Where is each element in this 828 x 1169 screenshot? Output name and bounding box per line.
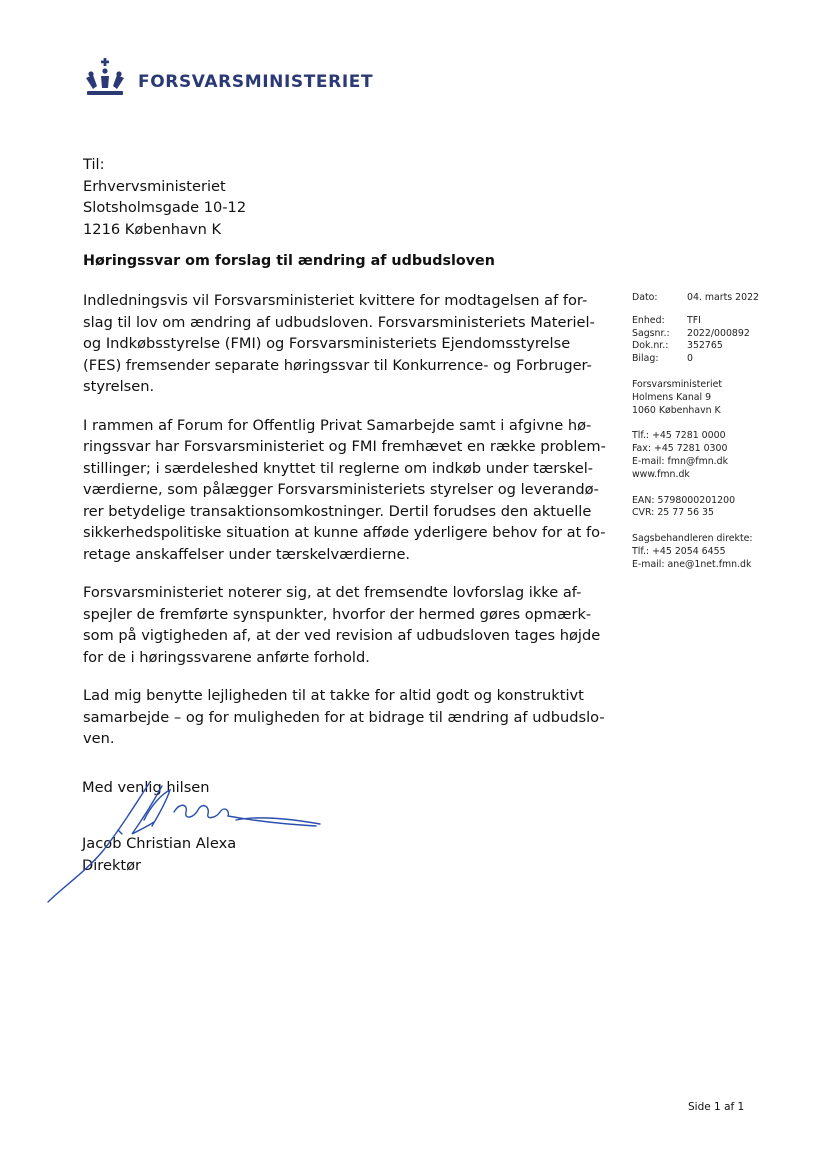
document-number-value: 352765 (687, 340, 723, 352)
recipient-address (83, 154, 246, 240)
document-number-label: Dok.nr.: (632, 340, 669, 352)
unit-label: Enhed: (632, 314, 665, 326)
paragraph (83, 685, 608, 750)
metadata-sidebar (632, 292, 759, 572)
attachments-value: 0 (687, 353, 693, 365)
sender-address-line: 1060 København K (632, 404, 721, 416)
contact-line: Fax: +45 7281 0300 (632, 443, 728, 455)
letter-body (83, 290, 608, 767)
date-label: Dato: (632, 292, 658, 303)
body-line: I rammen af Forum for Offentlig Privat Samarbejde samt i afgivne hø- (83, 416, 592, 434)
caseworker-line: Tlf.: +45 2054 6455 (632, 545, 726, 557)
sender-address-line: Forsvarsministeriet (632, 378, 723, 390)
body-line: Indledningsvis vil Forsvarsministeriet kvittere for modtagelsen af for- (83, 292, 588, 309)
body-line: retage anskaffelser under tærskelværdierne. (83, 545, 411, 563)
id-line: CVR: 25 77 56 35 (632, 507, 714, 519)
date-value: 04. marts 2022 (687, 292, 760, 303)
paragraph (83, 290, 608, 398)
case-number-value: 2022/000892 (687, 327, 750, 339)
attachments-label: Bilag: (632, 353, 659, 365)
case-number-label: Sagsnr.: (632, 327, 670, 339)
attachments-row (632, 353, 759, 366)
body-line: samarbejde – og for muligheden for at bidrage til ændring af udbudslo- (83, 708, 605, 726)
contact-line: www.fmn.dk (632, 468, 690, 480)
body-line: værdierne, som pålægger Forsvarsministeriets styrelser og leverandø- (83, 481, 599, 498)
address-line: Slotsholmsgade 10-12 (83, 199, 247, 216)
address-line: Til: (83, 156, 105, 173)
crown-icon (82, 58, 128, 98)
contact-line: Tlf.: +45 7281 0000 (632, 430, 726, 442)
contact-line: E-mail: fmn@fmn.dk (632, 455, 729, 467)
body-line: Forsvarsministeriet noterer sig, at det fremsendte lovforslag ikke af- (83, 584, 582, 601)
unit-row (632, 315, 759, 328)
caseworker-line: E-mail: ane@1net.fmn.dk (632, 558, 752, 570)
paragraph (83, 582, 608, 668)
closing-phrase: Med venlig hilsen (82, 779, 210, 796)
body-line: styrelsen. (83, 378, 155, 395)
id-line: EAN: 5798000201200 (632, 494, 736, 506)
body-line: (FES) fremsender separate høringssvar til Konkurrence- og Forbruger- (83, 356, 592, 374)
paragraph (83, 415, 608, 566)
body-line: stillinger; i særdeleshed knyttet til reglerne om indkøb under tærskel- (83, 459, 594, 477)
date-row (632, 292, 759, 305)
body-line: rer betydelige transaktionsomkostninger. Dertil forudses den aktuelle (83, 502, 592, 520)
body-line: som på vigtigheden af, at der ved revision af udbudsloven tages højde (83, 627, 601, 644)
unit-value: TFI (687, 314, 701, 326)
org-name: FORSVARSMINISTERIET (138, 72, 374, 92)
body-line: Lad mig benytte lejligheden til at takke for altid godt og konstruktivt (83, 687, 584, 704)
body-line: og Indkøbsstyrelse (FMI) og Forsvarsministeriets Ejendomsstyrelse (83, 335, 571, 352)
body-line: slag til lov om ændring af udbudsloven. Forsvarsministeriets Materiel- (83, 313, 595, 331)
body-line: sikkerhedspolitiske situation at kunne afføde yderligere behov for at fo- (83, 524, 606, 541)
page-number: Side 1 af 1 (688, 1101, 745, 1113)
body-line: for de i høringssvarene anførte forhold. (83, 648, 370, 666)
document-number-row (632, 340, 759, 353)
address-line: Erhvervsministeriet (83, 177, 226, 195)
signatory-title: Direktør (82, 856, 142, 874)
caseworker-line: Sagsbehandleren direkte: (632, 533, 753, 545)
body-line: spejler de fremførte synspunkter, hvorfor der hermed gøres opmærk- (83, 605, 592, 623)
case-number-row (632, 328, 759, 341)
sender-address-line: Holmens Kanal 9 (632, 391, 712, 403)
body-line: ven. (83, 730, 115, 747)
signatory-name: Jacob Christian Alexa (82, 835, 237, 852)
signatory-block (82, 833, 236, 876)
address-line: 1216 København K (83, 220, 222, 238)
body-line: ringssvar har Forsvarsministeriet og FMI fremhævet en række problem- (83, 438, 606, 455)
letter-subject: Høringssvar om forslag til ændring af udbudsloven (83, 253, 495, 269)
letterhead-logo (82, 58, 373, 98)
